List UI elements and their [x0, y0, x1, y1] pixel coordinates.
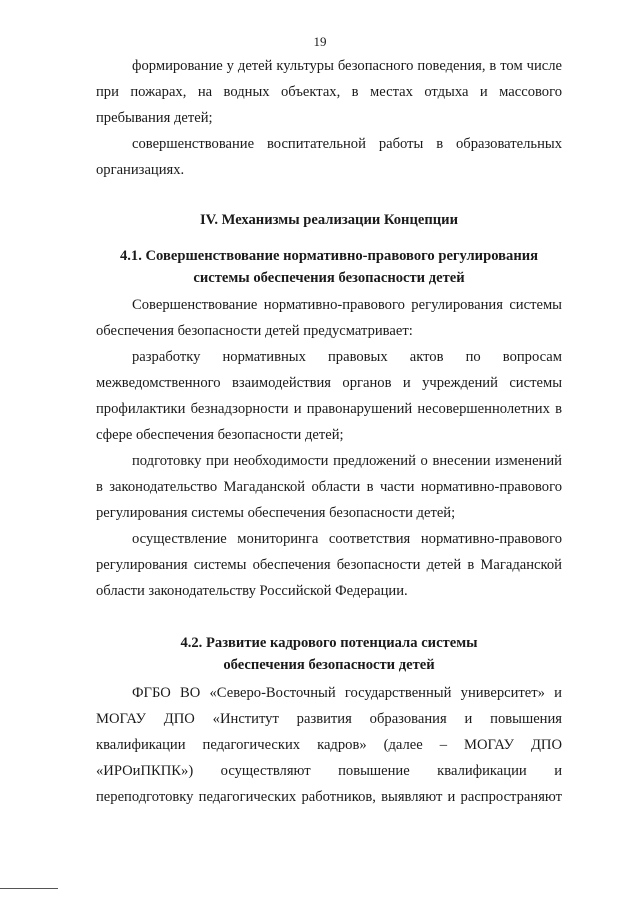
text-line: пребывания детей; [96, 110, 213, 126]
paragraph-culture [96, 53, 562, 131]
text-line: регулирования системы обеспечения безопасности детей; [96, 505, 456, 521]
text-line: Совершенствование нормативно-правового регулирования системы [132, 297, 562, 313]
heading-line: обеспечения безопасности детей [223, 657, 435, 673]
text-line: регулирования системы обеспечения безопасности детей в Магаданской [96, 557, 562, 573]
heading-line: 4.1. Совершенствование нормативно-правового регулирования [119, 248, 539, 264]
heading-line: системы обеспечения безопасности детей [193, 270, 465, 286]
heading-line: 4.2. Развитие кадрового потенциала системы [180, 635, 478, 651]
text-line: совершенствование воспитательной работы в образовательных [132, 136, 562, 152]
text-line: квалификации педагогических кадров» (далее – МОГАУ ДПО [96, 737, 562, 753]
paragraph-personnel [96, 680, 562, 810]
text-line: обеспечения безопасности детей предусматривает: [96, 323, 413, 339]
paragraph-education [96, 131, 562, 183]
text-line: подготовку при необходимости предложений о внесении изменений [132, 453, 562, 469]
text-line: сфере обеспечения безопасности детей; [96, 427, 344, 443]
text-line: формирование у детей культуры безопасного поведения, в том числе [132, 58, 562, 74]
page-number: 19 [313, 34, 327, 49]
footer-rule [0, 888, 58, 889]
subsection-heading-4-2 [96, 632, 562, 676]
text-line: «ИРОиПКПК») осуществляют повышение квалификации и [96, 763, 562, 779]
text-line: осуществление мониторинга соответствия нормативно-правового [132, 531, 562, 547]
text-line: при пожарах, на водных объектах, в местах отдыха и массового [96, 84, 562, 100]
text-line: области законодательству Российской Федерации. [96, 583, 408, 599]
section-heading: IV. Механизмы реализации Концепции [200, 212, 458, 228]
text-line: межведомственного взаимодействия органов и учреждений системы [96, 375, 562, 391]
text-line: разработку нормативных правовых актов по вопросам [132, 349, 562, 365]
paragraph-regulation [96, 292, 562, 604]
text-line: организациях. [96, 162, 185, 178]
text-line: МОГАУ ДПО «Институт развития образования и повышения [96, 711, 562, 727]
text-line: ФГБО ВО «Северо-Восточный государственный университет» и [132, 685, 562, 701]
text-line: переподготовку педагогических работников, выявляют и распространяют [96, 789, 562, 805]
subsection-heading-4-1 [96, 245, 562, 289]
text-line: профилактики безнадзорности и правонарушений несовершеннолетних в [96, 401, 562, 417]
text-line: в законодательство Магаданской области в части нормативно-правового [96, 479, 562, 495]
